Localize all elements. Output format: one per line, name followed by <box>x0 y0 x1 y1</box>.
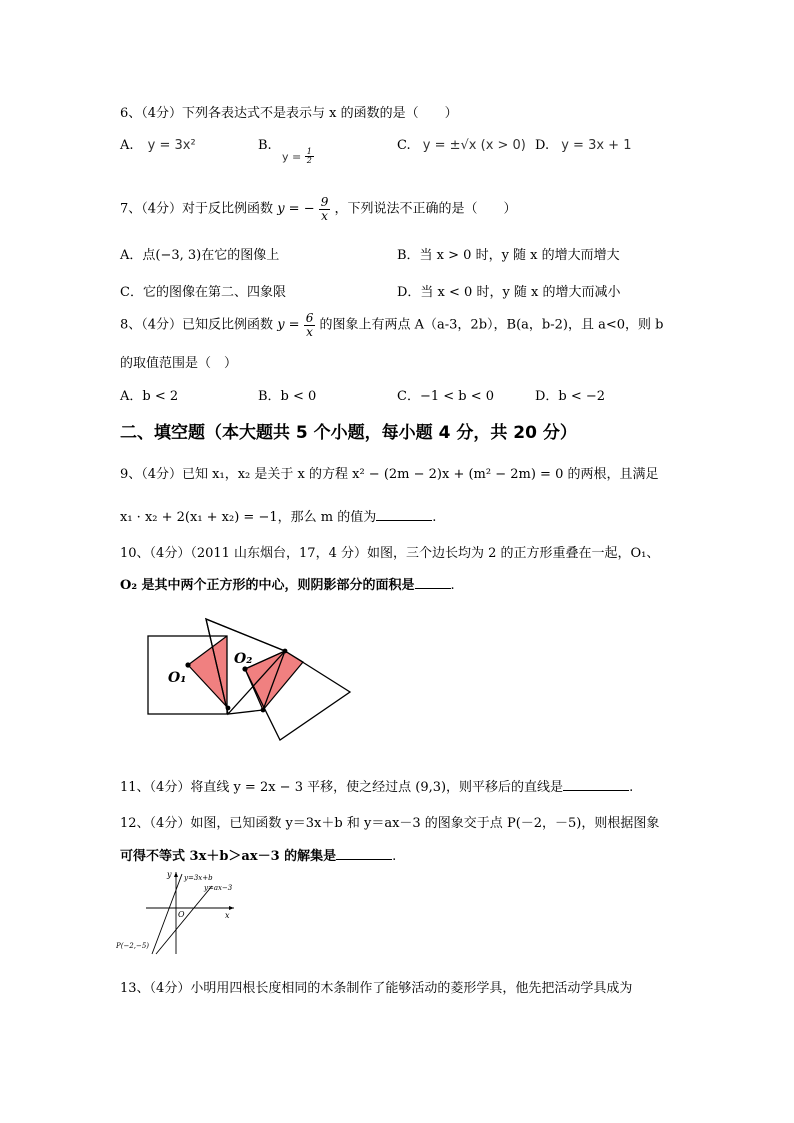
q6-a-expr: y = 3x² <box>147 138 196 153</box>
q9-line2 <box>120 506 436 525</box>
q12-line2 <box>120 845 396 864</box>
q13-line: 13、（4分）小明用四根长度相同的木条制作了能够活动的菱形学具，他先把活动学具成为 <box>120 981 633 996</box>
q8-fraction <box>304 312 316 338</box>
q12-end: . <box>392 849 397 864</box>
q7-prefix: 7、（4分）对于反比例函数 <box>120 201 274 217</box>
q12-line1-label: y=3x+b <box>184 874 213 882</box>
q6-c-expr: y = ±√x (x > 0) <box>422 138 526 153</box>
q7-den: x <box>321 208 328 223</box>
q8-prefix: 8、（4分）已知反比例函数 <box>120 317 274 333</box>
q6-d-label: D. <box>535 138 550 153</box>
q6-b-num: 1 <box>306 147 312 156</box>
q8-option-b: B．b < 0 <box>258 389 317 404</box>
q11-line <box>120 776 633 795</box>
q10-vertex-bottom <box>261 708 266 713</box>
q6-d-expr: y = 3x + 1 <box>561 138 632 153</box>
q10-o1-point <box>185 662 190 667</box>
q10-line2 <box>120 574 455 593</box>
q10-vertex-bottom-left <box>226 706 231 711</box>
q9-line1: 9、（4分）已知 x₁，x₂ 是关于 x 的方程 x² − (2m − 2)x + (m² − 2m) = 0 的两根，且满足 <box>120 467 659 482</box>
q7-option-b: B．当 x > 0 时，y 随 x 的增大而增大 <box>397 248 620 263</box>
q10-squares-figure <box>140 612 380 742</box>
q10-line1: 10、（4分）（2011 山东烟台，17，4 分）如图，三个边长均为 2 的正方形重叠在一起，O₁、 <box>120 546 660 561</box>
q6-option-b <box>258 138 272 153</box>
q8-den: x <box>306 324 313 339</box>
q9-line2-text: x₁ · x₂ + 2(x₁ + x₂) = −1，那么 m 的值为 <box>120 510 377 525</box>
q6-option-a <box>120 138 196 153</box>
section-2-title: 二、填空题（本大题共 5 个小题，每小题 4 分，共 20 分） <box>120 423 577 443</box>
q7-option-c: C．它的图像在第二、四象限 <box>120 285 286 300</box>
q8-stem <box>120 312 663 338</box>
q12-x-arrow <box>229 906 234 910</box>
q11-answer-blank[interactable] <box>563 777 629 791</box>
q6-b-expr <box>282 148 314 166</box>
q7-func: y = − <box>277 201 315 217</box>
q7-suffix: ，下列说法不正确的是（ ） <box>334 201 517 217</box>
q12-line2-label: y=ax−3 <box>204 884 233 892</box>
q12-origin-label: O <box>178 910 185 919</box>
q12-answer-blank[interactable] <box>336 846 392 860</box>
q12-line2-text: 可得不等式 3x＋b＞ax－3 的解集是 <box>120 849 337 864</box>
q6-b-den: 2 <box>306 156 312 166</box>
q8-num: 6 <box>305 311 314 325</box>
q6-stem: 6、（4分）下列各表达式不是表示与 x 的函数的是（ ） <box>120 106 458 121</box>
q9-answer-blank[interactable] <box>376 507 432 521</box>
q7-option-a: A．点(−3, 3)在它的图像上 <box>120 248 280 263</box>
q10-o1-label: O₁ <box>168 670 187 686</box>
q12-p-label: P(−2,−5) <box>116 942 150 950</box>
q10-o2-label: O₂ <box>234 651 253 667</box>
q8-suffix: 的图象上有两点 A（a-3，2b），B(a，b-2)，且 a<0，则 b <box>319 317 664 333</box>
q12-y-label: y <box>167 870 172 879</box>
q6-b-label: B. <box>258 138 272 153</box>
q6-b-fraction <box>305 148 314 166</box>
q10-line2-text: O₂ 是其中两个正方形的中心，则阴影部分的面积是 <box>120 578 415 593</box>
q8-func: y = <box>277 317 300 333</box>
q7-stem <box>120 196 517 222</box>
q8-option-a: A．b < 2 <box>120 389 179 404</box>
q10-o2-point <box>242 666 247 671</box>
q6-option-d <box>535 138 631 153</box>
q7-option-d: D．当 x < 0 时，y 随 x 的增大而减小 <box>397 285 621 300</box>
q6-b-lhs: y = <box>282 150 305 164</box>
q12-graph-figure <box>116 868 241 958</box>
q11-text: 11、（4分）将直线 y = 2x − 3 平移，使之经过点 (9,3)，则平移后的直线是 <box>120 780 564 795</box>
q12-x-label: x <box>225 911 230 920</box>
q6-a-label: A. <box>120 138 134 153</box>
q8-option-c: C．−1 < b < 0 <box>397 389 495 404</box>
q10-vertex-top <box>283 649 288 654</box>
q12-y-arrow <box>174 872 178 877</box>
q8-option-d: D．b < −2 <box>535 389 606 404</box>
q6-c-label: C. <box>397 138 411 153</box>
q10-answer-blank[interactable] <box>415 575 451 589</box>
q10-end: . <box>450 578 455 593</box>
q11-end: . <box>629 780 634 795</box>
q12-line1: 12、（4分）如图，已知函数 y＝3x＋b 和 y＝ax－3 的图象交于点 P(－2，－5)，则根据图象 <box>120 816 660 831</box>
q8-line2: 的取值范围是（ ） <box>120 356 238 371</box>
q7-num: 9 <box>320 195 329 209</box>
q9-end: . <box>432 510 437 525</box>
q6-option-c <box>397 138 526 153</box>
q7-fraction <box>319 196 331 222</box>
